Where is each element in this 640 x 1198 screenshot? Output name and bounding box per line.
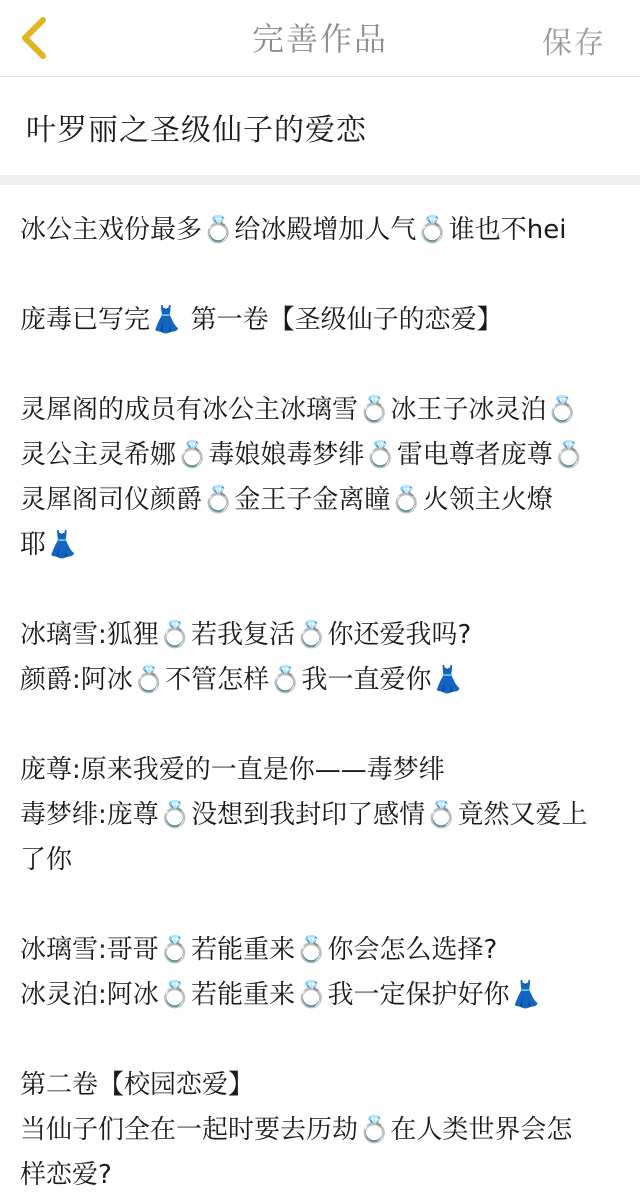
- content-line: 耶👗: [20, 530, 79, 560]
- work-title-field[interactable]: [0, 77, 640, 175]
- save-button[interactable]: 保存: [542, 26, 606, 61]
- content-paragraph: [20, 208, 626, 253]
- content-line: 当仙子们全在一起时要去历劫💍在人类世界会怎: [20, 1115, 573, 1145]
- content-paragraph: [20, 1063, 626, 1198]
- content-paragraph: [20, 388, 626, 568]
- content-line: 毒梦绯:庞尊💍没想到我封印了感情💍竟然又爱上: [20, 800, 588, 830]
- section-divider: [0, 175, 640, 185]
- content-line: 冰灵泊:阿冰💍若能重来💍我一定保护好你👗: [20, 980, 542, 1010]
- content-paragraph: [20, 298, 626, 343]
- content-line: 颜爵:阿冰💍不管怎样💍我一直爱你👗: [20, 665, 464, 695]
- content-paragraph: [20, 928, 626, 1018]
- content-line: 庞尊:原来我爱的一直是你——毒梦绯: [20, 755, 445, 785]
- content-line: 样恋爱?: [20, 1160, 112, 1190]
- page-title: 完善作品: [251, 20, 388, 58]
- work-title-text: 叶罗丽之圣级仙子的爱恋: [26, 113, 367, 148]
- content-line: 庞毒已写完👗 第一卷【圣级仙子的恋爱】: [20, 305, 503, 335]
- content-paragraph: [20, 748, 626, 883]
- content-line: 冰璃雪:狐狸💍若我复活💍你还爱我吗?: [20, 620, 472, 650]
- content-editor[interactable]: [20, 208, 626, 1198]
- content-line: 了你: [20, 845, 73, 875]
- content-line: 冰璃雪:哥哥💍若能重来💍你会怎么选择?: [20, 935, 498, 965]
- content-line: 冰公主戏份最多💍给冰殿增加人气💍谁也不hei: [20, 215, 567, 245]
- content-line: 灵犀阁的成员有冰公主冰璃雪💍冰王子冰灵泊💍: [20, 395, 579, 425]
- content-line: 灵公主灵希娜💍毒娘娘毒梦绯💍雷电尊者庞尊💍: [20, 440, 586, 470]
- content-paragraph: [20, 613, 626, 703]
- content-line: 灵犀阁司仪颜爵💍金王子金离瞳💍火领主火燎: [20, 485, 553, 515]
- content-line: 第二卷【校园恋爱】: [20, 1070, 255, 1100]
- nav-bar: [0, 0, 640, 77]
